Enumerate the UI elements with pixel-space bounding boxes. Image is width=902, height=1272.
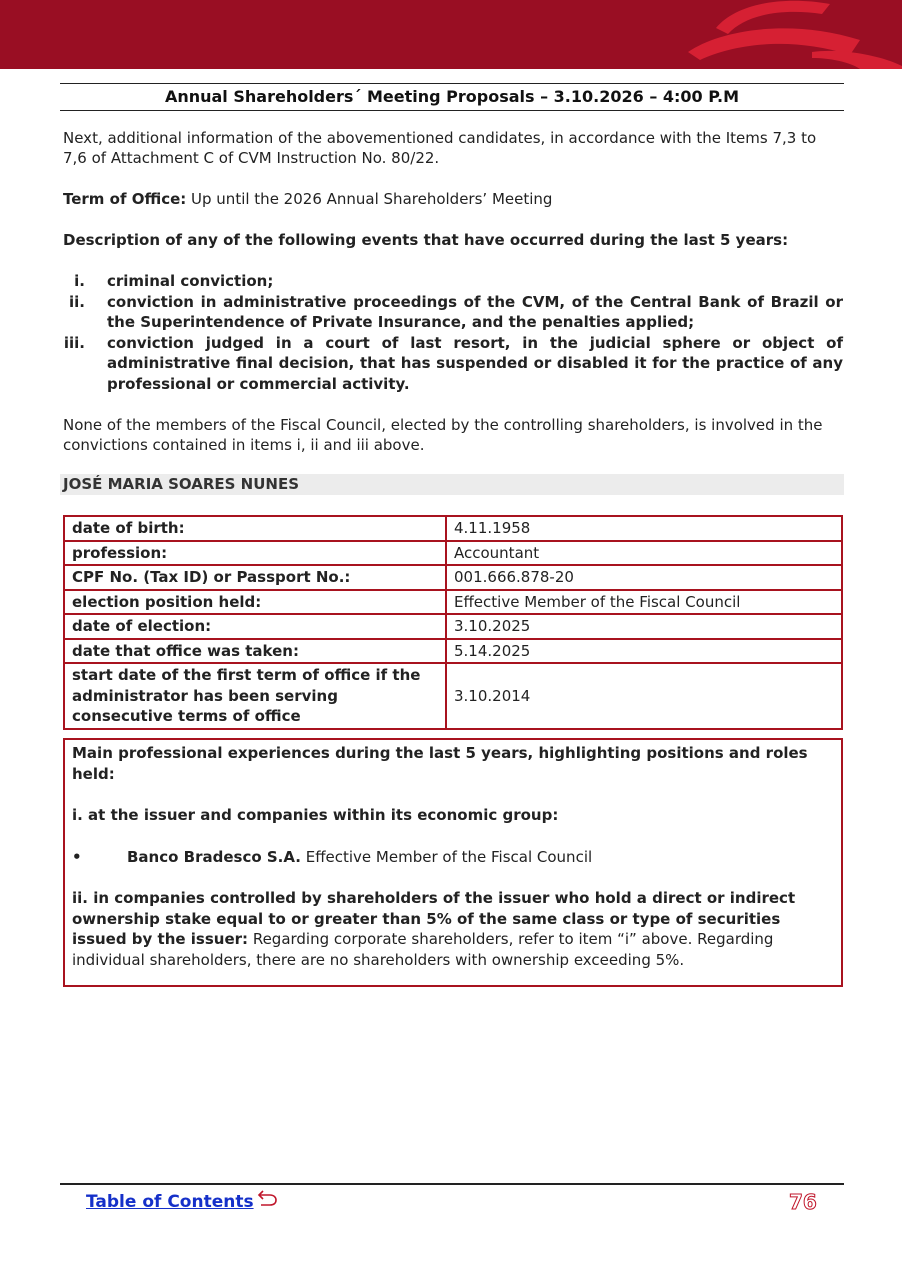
- row-value: 3.10.2014: [446, 663, 842, 729]
- statement-paragraph: None of the members of the Fiscal Council, elected by the controlling shareholders, is involved in the convictions contained in items i, ii and iii above.: [63, 416, 823, 454]
- experience-heading: Main professional experiences during the last 5 years, highlighting positions and roles held:: [72, 744, 808, 783]
- row-label: CPF No. (Tax ID) or Passport No.:: [64, 565, 446, 590]
- header-banner: [0, 0, 902, 69]
- term-label: Term of Office:: [63, 190, 187, 208]
- row-label: election position held:: [64, 590, 446, 615]
- row-label: profession:: [64, 541, 446, 566]
- list-item-number: iii.: [63, 333, 85, 352]
- section-ii-heading: ii. in companies controlled by shareholders of the issuer who hold a direct or indirect ownership stake equal to or greater than 5% of the same class or type of securities issued by the issuer:: [72, 889, 796, 948]
- term-of-office: [63, 189, 843, 209]
- list-item: [72, 847, 834, 868]
- list-item: [63, 333, 843, 395]
- table-row: [64, 541, 842, 566]
- intro-paragraph: Next, additional information of the abovementioned candidates, in accordance with the Items 7,3 to 7,6 of Attachment C of CVM Instruction No. 80/22.: [63, 129, 817, 167]
- main-content: [63, 128, 843, 455]
- list-item: [63, 292, 843, 333]
- footer-divider: [60, 1183, 844, 1185]
- table-of-contents-link[interactable]: Table of Contents: [86, 1192, 254, 1212]
- candidate-name: JOSÉ MARIA SOARES NUNES: [60, 474, 844, 495]
- table-row: [64, 516, 842, 541]
- row-label: start date of the first term of office if the administrator has been serving consecutive terms of office: [64, 663, 446, 729]
- row-value: 3.10.2025: [446, 614, 842, 639]
- row-value: Accountant: [446, 541, 842, 566]
- row-value: Effective Member of the Fiscal Council: [446, 590, 842, 615]
- events-list: [63, 271, 843, 394]
- list-item-number: i.: [74, 272, 85, 290]
- company-name: Banco Bradesco S.A.: [127, 847, 301, 866]
- table-row: [64, 614, 842, 639]
- row-value: 4.11.1958: [446, 516, 842, 541]
- row-label: date that office was taken:: [64, 639, 446, 664]
- table-row: [64, 590, 842, 615]
- table-row: [64, 565, 842, 590]
- experience-box: [63, 738, 843, 987]
- brand-logo-icon: [0, 0, 902, 69]
- row-label: date of election:: [64, 614, 446, 639]
- experience-section-ii: [72, 888, 834, 970]
- page-title: Annual Shareholders´ Meeting Proposals – 3.10.2026 – 4:00 P.M: [60, 83, 844, 111]
- list-item-text: conviction in administrative proceedings of the CVM, of the Central Bank of Brazil or the Superintendence of Private Insurance, and the penalties applied;: [107, 292, 843, 331]
- row-label: date of birth:: [64, 516, 446, 541]
- row-value: 001.666.878-20: [446, 565, 842, 590]
- table-row: [64, 663, 842, 729]
- section-ii-text: Regarding corporate shareholders, refer to item “i” above. Regarding individual shareholders, there are no shareholders with ownership exceeding 5%.: [72, 930, 774, 969]
- return-arrow-icon[interactable]: [256, 1188, 278, 1212]
- candidate-info-table: [63, 515, 843, 730]
- list-item: [63, 271, 843, 292]
- row-value: 5.14.2025: [446, 639, 842, 664]
- company-role: Effective Member of the Fiscal Council: [300, 847, 593, 866]
- table-row: [64, 639, 842, 664]
- term-value: Up until the 2026 Annual Shareholders’ Meeting: [186, 190, 553, 208]
- page-number: 76: [789, 1190, 817, 1214]
- bullet-icon: •: [72, 847, 82, 866]
- list-item-text: conviction judged in a court of last resort, in the judicial sphere or object of administrative final decision, that has suspended or disabled it for the practice of any professional or commercial activity.: [107, 333, 843, 393]
- list-item-number: ii.: [69, 292, 85, 311]
- list-item-text: criminal conviction;: [107, 272, 274, 290]
- events-heading: Description of any of the following events that have occurred during the last 5 years:: [63, 231, 789, 249]
- experience-section-i: i. at the issuer and companies within its economic group:: [72, 806, 559, 824]
